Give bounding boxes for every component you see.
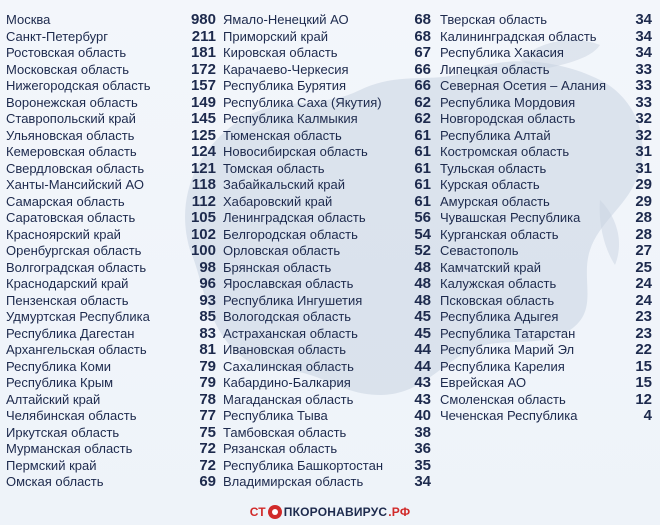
region-count: 67 xyxy=(414,44,431,61)
region-name: Приморский край xyxy=(223,28,328,44)
region-name: Алтайский край xyxy=(6,391,101,407)
region-row xyxy=(6,326,216,343)
region-name: Псковская область xyxy=(440,292,555,308)
logo-part-2: ПКОРОНАВИРУС xyxy=(283,505,388,519)
region-row xyxy=(223,441,431,458)
region-name: Пензенская область xyxy=(6,292,129,308)
region-row xyxy=(223,458,431,475)
region-row xyxy=(223,62,431,79)
region-row xyxy=(223,293,431,310)
region-row xyxy=(440,276,652,293)
logo-part-3: .РФ xyxy=(388,505,411,519)
region-name: Пермский край xyxy=(6,457,97,473)
region-row xyxy=(6,359,216,376)
region-name: Иркутская область xyxy=(6,424,120,440)
region-name: Республика Бурятия xyxy=(223,78,347,93)
region-name: Республика Тыва xyxy=(223,408,328,423)
region-count: 48 xyxy=(414,291,431,309)
region-row xyxy=(440,359,652,376)
region-name: Северная Осетия – Алания xyxy=(440,78,606,93)
region-count: 33 xyxy=(635,77,652,94)
region-name: Владимирская область xyxy=(223,474,364,489)
region-row xyxy=(6,243,216,260)
region-row xyxy=(6,29,216,46)
region-name: Омская область xyxy=(6,474,104,489)
region-name: Еврейская АО xyxy=(440,375,527,390)
region-row xyxy=(6,441,216,458)
region-count: 79 xyxy=(199,374,216,391)
region-count: 211 xyxy=(191,27,216,45)
region-count: 28 xyxy=(635,209,652,226)
region-row xyxy=(6,474,216,491)
region-count: 12 xyxy=(635,390,652,408)
region-name: Ульяновская область xyxy=(6,127,135,143)
region-count: 44 xyxy=(414,357,431,375)
region-name: Амурская область xyxy=(440,193,550,209)
region-count: 44 xyxy=(414,341,431,358)
region-row xyxy=(440,177,652,194)
region-row xyxy=(440,392,652,409)
region-name: Республика Хакасия xyxy=(440,45,564,60)
region-count: 93 xyxy=(199,291,216,309)
region-name: Карачаево-Черкесия xyxy=(223,61,349,77)
region-count: 33 xyxy=(635,60,652,78)
region-count: 75 xyxy=(199,423,216,441)
region-row xyxy=(6,375,216,392)
footer-logo xyxy=(0,503,660,521)
region-row xyxy=(6,78,216,95)
region-name: Санкт-Петербург xyxy=(6,28,108,44)
region-row xyxy=(223,260,431,277)
region-count: 181 xyxy=(190,44,216,61)
region-count: 157 xyxy=(190,77,216,94)
region-name: Оренбургская область xyxy=(6,243,142,258)
region-count: 27 xyxy=(635,242,652,259)
region-count: 34 xyxy=(635,11,652,28)
region-name: Калужская область xyxy=(440,276,557,291)
region-row xyxy=(440,326,652,343)
region-row xyxy=(223,309,431,326)
region-name: Ростовская область xyxy=(6,45,127,60)
region-name: Республика Карелия xyxy=(440,358,565,374)
region-count: 61 xyxy=(414,176,431,193)
region-row xyxy=(6,408,216,425)
region-name: Тюменская область xyxy=(223,127,342,143)
region-name: Ханты-Мансийский АО xyxy=(6,177,144,192)
region-row xyxy=(6,12,216,29)
region-count: 4 xyxy=(643,407,652,424)
region-count: 124 xyxy=(190,143,216,160)
region-name: Воронежская область xyxy=(6,94,138,110)
region-name: Рязанская область xyxy=(223,441,338,456)
region-row xyxy=(6,276,216,293)
region-name: Саратовская область xyxy=(6,210,136,225)
region-count: 34 xyxy=(635,27,652,45)
region-name: Республика Ингушетия xyxy=(223,292,363,308)
region-row xyxy=(6,95,216,112)
region-row xyxy=(6,425,216,442)
region-name: Республика Крым xyxy=(6,375,114,390)
region-name: Краснодарский край xyxy=(6,276,129,291)
region-name: Москва xyxy=(6,12,51,27)
region-count: 48 xyxy=(414,258,431,276)
logo-part-1: СТ xyxy=(249,505,266,519)
region-row xyxy=(6,62,216,79)
region-count: 66 xyxy=(414,60,431,78)
region-name: Тульская область xyxy=(440,160,547,176)
region-count: 25 xyxy=(635,258,652,276)
region-count: 79 xyxy=(199,357,216,375)
region-count: 29 xyxy=(635,192,652,210)
region-name: Кабардино-Балкария xyxy=(223,375,351,390)
region-count: 172 xyxy=(190,60,216,78)
region-count: 38 xyxy=(414,423,431,441)
region-count: 68 xyxy=(414,27,431,45)
region-count: 23 xyxy=(635,324,652,342)
region-row xyxy=(223,474,431,491)
region-row xyxy=(223,359,431,376)
region-count: 24 xyxy=(635,275,652,292)
region-count: 62 xyxy=(414,93,431,111)
region-row xyxy=(440,62,652,79)
virus-icon xyxy=(268,505,282,519)
region-name: Республика Адыгея xyxy=(440,309,559,324)
region-name: Ставропольский край xyxy=(6,111,136,126)
region-count: 34 xyxy=(414,473,431,490)
region-name: Сахалинская область xyxy=(223,358,354,374)
column-1 xyxy=(6,12,216,491)
region-count: 66 xyxy=(414,77,431,94)
region-name: Тамбовская область xyxy=(223,424,347,440)
region-name: Чувашская Республика xyxy=(440,210,581,225)
region-name: Республика Коми xyxy=(6,358,112,374)
region-row xyxy=(223,392,431,409)
region-name: Республика Калмыкия xyxy=(223,111,358,126)
region-row xyxy=(223,375,431,392)
region-count: 15 xyxy=(635,374,652,391)
region-row xyxy=(223,12,431,29)
region-count: 112 xyxy=(191,192,216,210)
region-row xyxy=(6,144,216,161)
region-row xyxy=(440,45,652,62)
region-name: Челябинская область xyxy=(6,408,137,423)
region-count: 118 xyxy=(191,176,216,193)
region-row xyxy=(6,392,216,409)
region-count: 33 xyxy=(635,93,652,111)
region-row xyxy=(223,45,431,62)
region-row xyxy=(223,408,431,425)
region-count: 98 xyxy=(199,258,216,276)
region-count: 31 xyxy=(635,143,652,160)
region-name: Забайкальский край xyxy=(223,177,346,192)
region-row xyxy=(440,243,652,260)
region-count: 35 xyxy=(414,456,431,474)
region-row xyxy=(223,194,431,211)
region-name: Курская область xyxy=(440,177,540,192)
region-name: Ивановская область xyxy=(223,342,346,357)
region-name: Архангельская область xyxy=(6,342,147,357)
region-name: Самарская область xyxy=(6,193,125,209)
region-name: Удмуртская Республика xyxy=(6,309,150,324)
region-row xyxy=(6,177,216,194)
region-count: 62 xyxy=(414,110,431,127)
region-name: Республика Мордовия xyxy=(440,94,576,110)
region-row xyxy=(223,161,431,178)
region-count: 45 xyxy=(414,324,431,342)
region-name: Ямало-Ненецкий АО xyxy=(223,12,349,27)
region-name: Магаданская область xyxy=(223,391,354,407)
region-row xyxy=(440,194,652,211)
region-row xyxy=(223,128,431,145)
region-name: Хабаровский край xyxy=(223,193,333,209)
region-name: Костромская область xyxy=(440,144,570,159)
region-row xyxy=(223,29,431,46)
region-name: Новгородская область xyxy=(440,111,576,126)
region-count: 29 xyxy=(635,176,652,193)
column-2 xyxy=(223,12,431,491)
region-row xyxy=(223,342,431,359)
region-name: Смоленская область xyxy=(440,391,566,407)
region-row xyxy=(223,276,431,293)
region-count: 980 xyxy=(190,11,216,28)
region-name: Свердловская область xyxy=(6,160,145,176)
region-row xyxy=(223,326,431,343)
region-count: 31 xyxy=(635,159,652,177)
region-count: 52 xyxy=(414,242,431,259)
region-name: Томская область xyxy=(223,160,325,176)
region-count: 78 xyxy=(199,390,216,408)
region-name: Брянская область xyxy=(223,259,332,275)
region-count: 145 xyxy=(190,110,216,127)
region-row xyxy=(6,458,216,475)
column-3 xyxy=(440,12,652,425)
region-name: Кемеровская область xyxy=(6,144,137,159)
region-count: 121 xyxy=(190,159,216,177)
region-name: Московская область xyxy=(6,61,130,77)
region-count: 34 xyxy=(635,44,652,61)
region-count: 54 xyxy=(414,225,431,243)
region-count: 100 xyxy=(190,242,216,259)
region-count: 102 xyxy=(190,225,216,243)
region-row xyxy=(223,210,431,227)
region-row xyxy=(6,194,216,211)
region-row xyxy=(440,128,652,145)
region-count: 36 xyxy=(414,440,431,457)
region-count: 23 xyxy=(635,308,652,325)
region-row xyxy=(440,375,652,392)
region-row xyxy=(223,111,431,128)
region-name: Кировская область xyxy=(223,45,338,60)
region-name: Севастополь xyxy=(440,243,519,258)
region-row xyxy=(440,111,652,128)
region-row xyxy=(6,342,216,359)
region-count: 77 xyxy=(199,407,216,424)
region-name: Орловская область xyxy=(223,243,341,258)
region-name: Камчатский край xyxy=(440,259,541,275)
region-row xyxy=(6,309,216,326)
region-row xyxy=(6,227,216,244)
region-name: Ярославская область xyxy=(223,276,354,291)
region-count: 149 xyxy=(190,93,216,111)
region-row xyxy=(223,425,431,442)
region-row xyxy=(6,45,216,62)
region-count: 32 xyxy=(635,126,652,144)
region-name: Липецкая область xyxy=(440,61,550,77)
region-row xyxy=(6,111,216,128)
region-row xyxy=(440,408,652,425)
region-count: 61 xyxy=(414,159,431,177)
region-name: Мурманская область xyxy=(6,441,133,456)
region-count: 125 xyxy=(190,126,216,144)
region-name: Новосибирская область xyxy=(223,144,368,159)
region-name: Волгоградская область xyxy=(6,259,147,275)
region-row xyxy=(440,293,652,310)
region-count: 24 xyxy=(635,291,652,309)
region-row xyxy=(6,293,216,310)
region-name: Ленинградская область xyxy=(223,210,366,225)
region-name: Астраханская область xyxy=(223,325,358,341)
region-name: Калининградская область xyxy=(440,28,597,44)
region-name: Республика Татарстан xyxy=(440,325,576,341)
region-name: Нижегородская область xyxy=(6,78,151,93)
region-count: 72 xyxy=(199,440,216,457)
region-row xyxy=(440,95,652,112)
region-count: 61 xyxy=(414,192,431,210)
region-row xyxy=(440,144,652,161)
region-count: 61 xyxy=(414,143,431,160)
region-name: Республика Саха (Якутия) xyxy=(223,94,382,110)
region-row xyxy=(440,161,652,178)
region-row xyxy=(6,128,216,145)
region-row xyxy=(223,177,431,194)
region-count: 61 xyxy=(414,126,431,144)
region-row xyxy=(223,144,431,161)
region-count: 85 xyxy=(199,308,216,325)
region-name: Республика Алтай xyxy=(440,127,551,143)
region-row xyxy=(223,95,431,112)
region-name: Республика Башкортостан xyxy=(223,457,383,473)
region-row xyxy=(440,29,652,46)
region-count: 43 xyxy=(414,390,431,408)
region-name: Республика Дагестан xyxy=(6,325,135,341)
region-row xyxy=(440,12,652,29)
region-name: Вологодская область xyxy=(223,309,352,324)
region-count: 69 xyxy=(199,473,216,490)
region-row xyxy=(6,210,216,227)
region-name: Красноярский край xyxy=(6,226,121,242)
region-row xyxy=(223,78,431,95)
region-name: Республика Марий Эл xyxy=(440,342,575,357)
region-count: 68 xyxy=(414,11,431,28)
region-row xyxy=(440,309,652,326)
region-row xyxy=(440,342,652,359)
region-name: Чеченская Республика xyxy=(440,408,578,423)
region-count: 96 xyxy=(199,275,216,292)
region-count: 40 xyxy=(414,407,431,424)
region-count: 43 xyxy=(414,374,431,391)
region-row xyxy=(440,78,652,95)
region-count: 56 xyxy=(414,209,431,226)
region-count: 32 xyxy=(635,110,652,127)
region-row xyxy=(440,210,652,227)
region-name: Курганская область xyxy=(440,226,559,242)
region-count: 45 xyxy=(414,308,431,325)
region-count: 48 xyxy=(414,275,431,292)
region-row xyxy=(6,260,216,277)
region-count: 105 xyxy=(190,209,216,226)
region-count: 83 xyxy=(199,324,216,342)
region-count: 28 xyxy=(635,225,652,243)
region-count: 72 xyxy=(199,456,216,474)
region-row xyxy=(6,161,216,178)
region-row xyxy=(223,227,431,244)
region-row xyxy=(440,260,652,277)
region-count: 15 xyxy=(635,357,652,375)
region-row xyxy=(223,243,431,260)
region-row xyxy=(440,227,652,244)
region-count: 81 xyxy=(199,341,216,358)
region-name: Белгородская область xyxy=(223,226,358,242)
region-count: 22 xyxy=(635,341,652,358)
region-name: Тверская область xyxy=(440,12,548,27)
